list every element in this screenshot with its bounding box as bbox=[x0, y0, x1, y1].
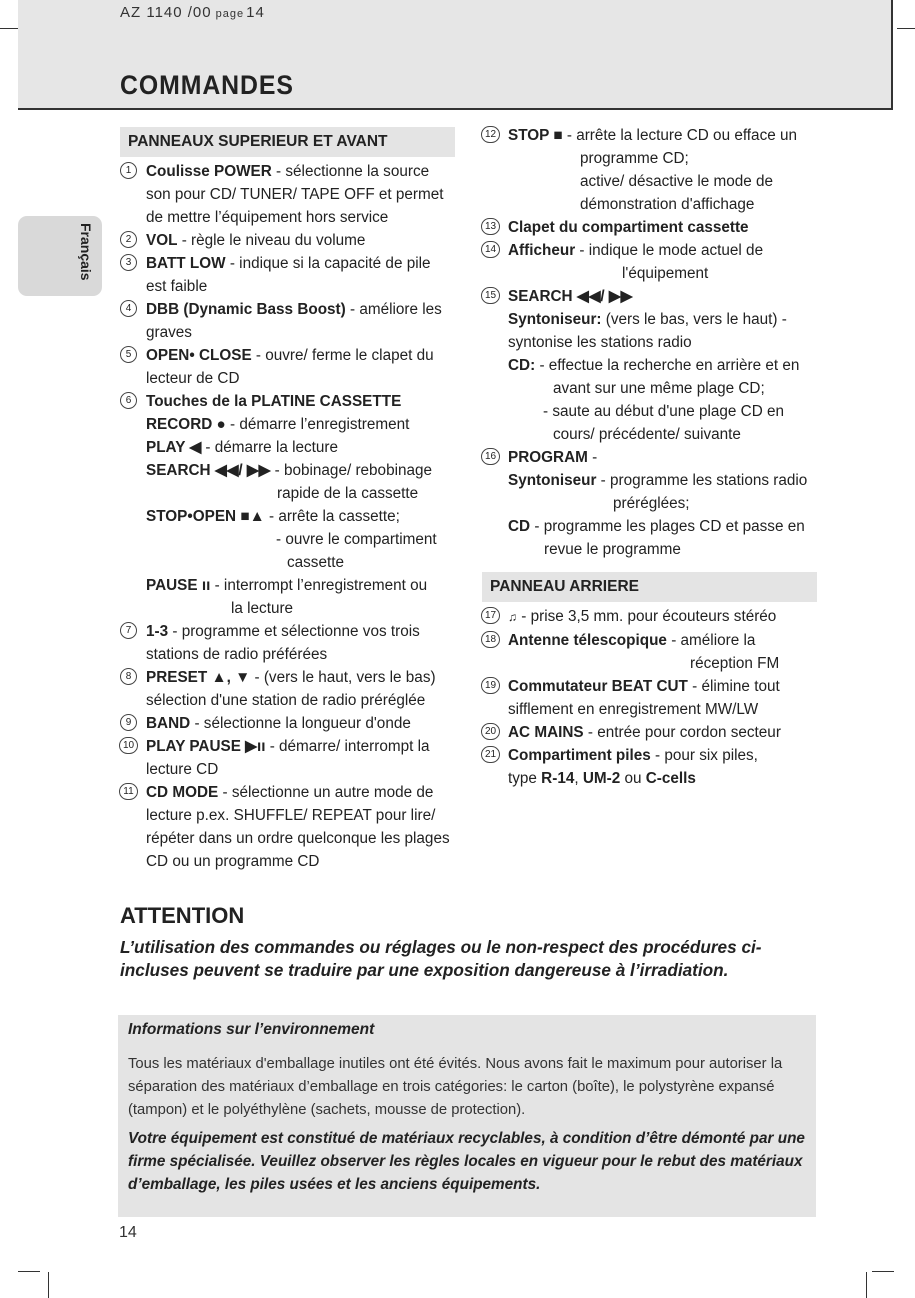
list-item bbox=[120, 252, 455, 298]
list-item bbox=[482, 721, 817, 744]
list-item bbox=[120, 666, 455, 712]
item-text: - indique si la capacité de pile est faible bbox=[146, 255, 431, 295]
list-item bbox=[120, 160, 455, 229]
key-text-cont: rapide de la cassette bbox=[277, 485, 419, 502]
item-number: 18 bbox=[481, 631, 500, 648]
crop-mark bbox=[0, 28, 18, 29]
left-column bbox=[120, 160, 455, 873]
battery-type-c-cells: C-cells bbox=[645, 770, 696, 787]
item-number: 1 bbox=[120, 162, 137, 179]
language-tab-label: Français bbox=[78, 223, 94, 281]
item-number: 21 bbox=[481, 746, 500, 763]
cassette-key bbox=[146, 436, 455, 459]
item-label: Afficheur bbox=[508, 242, 576, 259]
item-label: CD MODE bbox=[146, 784, 219, 801]
item-label: Commutateur BEAT CUT bbox=[508, 678, 688, 695]
separator: ou bbox=[620, 770, 646, 787]
battery-type bbox=[508, 767, 817, 790]
item-label: DBB (Dynamic Bass Boost) bbox=[146, 301, 346, 318]
cassette-key bbox=[146, 413, 455, 436]
item-label: BAND bbox=[146, 715, 191, 732]
sub-text: - programme les stations radio bbox=[596, 472, 808, 489]
item-number: 17 bbox=[481, 607, 500, 624]
sub-text-cont: cours/ précédente/ suivante bbox=[553, 426, 741, 443]
key-text: - démarre la lecture bbox=[201, 439, 339, 456]
crop-mark bbox=[897, 28, 915, 29]
separator: , bbox=[574, 770, 583, 787]
item-label: AC MAINS bbox=[508, 724, 584, 741]
environment-box bbox=[118, 1015, 816, 1217]
item-number: 10 bbox=[119, 737, 138, 754]
item-text: - entrée pour cordon secteur bbox=[583, 724, 781, 741]
sub-label: CD: bbox=[508, 357, 536, 374]
sub-label: Syntoniseur: bbox=[508, 311, 602, 328]
item-number: 19 bbox=[481, 677, 500, 694]
item-number: 16 bbox=[481, 448, 500, 465]
key-label: RECORD ● bbox=[146, 416, 226, 433]
item-label: PROGRAM bbox=[508, 449, 588, 466]
headphones-icon: ♫ bbox=[508, 610, 517, 624]
item-text-cont: réception FM bbox=[690, 655, 780, 672]
item-number: 20 bbox=[481, 723, 500, 740]
rear-panel-list bbox=[482, 605, 817, 790]
key-text: - bobinage/ rebobinage bbox=[270, 462, 433, 479]
item-label: Antenne télescopique bbox=[508, 632, 667, 649]
item-label: Compartiment piles bbox=[508, 747, 651, 764]
item-number: 9 bbox=[120, 714, 137, 731]
environment-paragraph: Tous les matériaux d'emballage inutiles ont été évités. Nous avons fait le maximum pour autoriser la séparation des matériaux d’emballage en trois catégories: le carton (boîte), le polystyrène expansé (tampon) et le polyéthylène (sachets, mousse de protection). bbox=[128, 1056, 783, 1118]
key-text: - interrompt l’enregistrement ou bbox=[210, 577, 428, 594]
item-label: BATT LOW bbox=[146, 255, 226, 272]
list-item bbox=[120, 712, 455, 735]
item-text: - sélectionne la source son pour CD/ TUNER/ TAPE OFF et permet de mettre l’équipement hors service bbox=[146, 163, 444, 226]
item-label: STOP ■ bbox=[508, 127, 563, 144]
item-text: - ouvre/ ferme le clapet du lecteur de CD bbox=[146, 347, 434, 387]
item-text: - programme et sélectionne vos trois stations de radio préférées bbox=[146, 623, 420, 663]
header-rule bbox=[891, 0, 893, 108]
environment-paragraph-bold: Votre équipement est constitué de matériaux recyclables, à condition d’être démonté par une firme spécialisée. Veuillez observer les règles locales en vigueur pour le rebut des matériaux d’emballage, les piles usées et les anciens équipements. bbox=[128, 1130, 805, 1193]
item-label: Touches de la PLATINE CASSETTE bbox=[146, 393, 402, 410]
list-item bbox=[482, 675, 817, 721]
crop-mark bbox=[866, 1272, 867, 1298]
item-number: 13 bbox=[481, 218, 500, 235]
list-item bbox=[120, 781, 455, 873]
list-item bbox=[482, 216, 817, 239]
item-text-cont: démonstration d'affichage bbox=[580, 196, 755, 213]
key-label: PLAY ◀ bbox=[146, 439, 202, 456]
item-text: - améliore les graves bbox=[146, 301, 442, 341]
list-item bbox=[482, 285, 817, 446]
attention-text: L’utilisation des commandes ou réglages ou le non-respect des procédures ci-incluses peuvent se traduire par une exposition dangereuse à l’irradiation. bbox=[120, 937, 762, 980]
item-label: Clapet du compartiment cassette bbox=[508, 219, 749, 236]
item-number: 11 bbox=[119, 783, 138, 800]
item-label: Coulisse POWER bbox=[146, 163, 272, 180]
item-number: 15 bbox=[481, 287, 500, 304]
search-tuner bbox=[508, 308, 817, 354]
model-ref: AZ 1140 /00 bbox=[120, 4, 212, 21]
list-item bbox=[482, 239, 817, 285]
item-number: 3 bbox=[120, 254, 137, 271]
battery-type-um2: UM-2 bbox=[582, 770, 621, 787]
item-number: 8 bbox=[120, 668, 137, 685]
list-item bbox=[120, 344, 455, 390]
sub-text-cont: - saute au début d'une plage CD en bbox=[543, 403, 785, 420]
sub-text-cont: revue le programme bbox=[544, 541, 681, 558]
item-text: - sélectionne un autre mode de lecture p.ex. SHUFFLE/ REPEAT pour lire/ répéter dans un ordre quelconque les plages CD ou un programme CD bbox=[146, 784, 450, 870]
list-item bbox=[120, 390, 455, 620]
cassette-key bbox=[146, 505, 455, 574]
page-ref: 14 bbox=[246, 4, 265, 21]
sub-label: CD bbox=[508, 518, 531, 535]
item-number: 4 bbox=[120, 300, 137, 317]
item-label: OPEN• CLOSE bbox=[146, 347, 252, 364]
list-item bbox=[482, 124, 817, 216]
item-label: VOL bbox=[146, 232, 178, 249]
key-text-cont: la lecture bbox=[231, 600, 294, 617]
sub-label: Syntoniseur bbox=[508, 472, 597, 489]
list-item bbox=[120, 229, 455, 252]
item-text: - (vers le haut, vers le bas) sélection d'une station de radio préréglée bbox=[146, 669, 436, 709]
search-cd bbox=[508, 354, 817, 446]
type-word: type bbox=[508, 770, 542, 787]
key-label: SEARCH ◀◀/ ▶▶ bbox=[146, 462, 271, 479]
attention-title: ATTENTION bbox=[120, 903, 245, 928]
item-text: - élimine tout sifflement en enregistrement MW/LW bbox=[508, 678, 780, 718]
right-column bbox=[482, 124, 817, 561]
item-number: 14 bbox=[481, 241, 500, 258]
section-title-front-panel: PANNEAUX SUPERIEUR ET AVANT bbox=[120, 127, 455, 157]
list-item bbox=[120, 298, 455, 344]
program-cd bbox=[508, 515, 817, 561]
item-text: - arrête la lecture CD ou efface un bbox=[562, 127, 797, 144]
sub-text: (vers le bas, vers le haut) - syntonise les stations radio bbox=[508, 311, 787, 351]
section-title-rear-panel: PANNEAU ARRIERE bbox=[482, 572, 817, 602]
cassette-key bbox=[146, 459, 455, 505]
item-text-cont: programme CD; bbox=[580, 150, 689, 167]
list-item bbox=[482, 605, 817, 629]
item-text: - prise 3,5 mm. pour écouteurs stéréo bbox=[517, 608, 777, 625]
page-title: COMMANDES bbox=[120, 70, 294, 100]
environment-title: Informations sur l’environnement bbox=[128, 1021, 375, 1038]
item-text: - pour six piles, bbox=[650, 747, 758, 764]
page-word: page bbox=[215, 8, 245, 20]
program-tuner bbox=[508, 469, 817, 515]
item-number: 5 bbox=[120, 346, 137, 363]
item-label: SEARCH ◀◀/ ▶▶ bbox=[508, 288, 633, 305]
list-item bbox=[120, 735, 455, 781]
item-number: 12 bbox=[481, 126, 500, 143]
list-item bbox=[482, 446, 817, 561]
item-text: - bbox=[587, 449, 598, 466]
item-number: 7 bbox=[120, 622, 137, 639]
sub-text: - effectue la recherche en arrière et en bbox=[535, 357, 800, 374]
item-number: 2 bbox=[120, 231, 137, 248]
crop-mark bbox=[18, 1271, 40, 1272]
item-label: 1-3 bbox=[146, 623, 169, 640]
item-text: - indique le mode actuel de bbox=[575, 242, 764, 259]
item-label: PLAY PAUSE ▶ıı bbox=[146, 738, 266, 755]
page-number: 14 bbox=[119, 1224, 137, 1241]
crop-mark bbox=[872, 1271, 894, 1272]
sub-text-cont: préréglées; bbox=[613, 495, 690, 512]
key-text-cont: - ouvre le compartiment bbox=[276, 531, 437, 548]
sub-text-cont: avant sur une même plage CD; bbox=[553, 380, 765, 397]
item-label: PRESET ▲, ▼ bbox=[146, 669, 251, 686]
item-text-cont: active/ désactive le mode de bbox=[580, 173, 774, 190]
item-text: - améliore la bbox=[666, 632, 756, 649]
list-item bbox=[482, 629, 817, 675]
document-reference bbox=[120, 4, 265, 21]
key-label: STOP•OPEN ■▲ bbox=[146, 508, 265, 525]
crop-mark bbox=[48, 1272, 49, 1298]
item-text: - démarre/ interrompt la lecture CD bbox=[146, 738, 430, 778]
key-label: PAUSE ıı bbox=[146, 577, 211, 594]
list-item bbox=[482, 744, 817, 790]
key-text: - démarre l’enregistrement bbox=[225, 416, 410, 433]
battery-type-r14: R-14 bbox=[541, 770, 575, 787]
key-text-cont: cassette bbox=[287, 554, 344, 571]
item-text-cont: l'équipement bbox=[622, 265, 709, 282]
item-text: - sélectionne la longueur d'onde bbox=[190, 715, 411, 732]
cassette-key bbox=[146, 574, 455, 620]
item-number: 6 bbox=[120, 392, 137, 409]
list-item bbox=[120, 620, 455, 666]
key-text: - arrête la cassette; bbox=[264, 508, 400, 525]
sub-text: - programme les plages CD et passe en bbox=[530, 518, 805, 535]
item-text: - règle le niveau du volume bbox=[177, 232, 366, 249]
